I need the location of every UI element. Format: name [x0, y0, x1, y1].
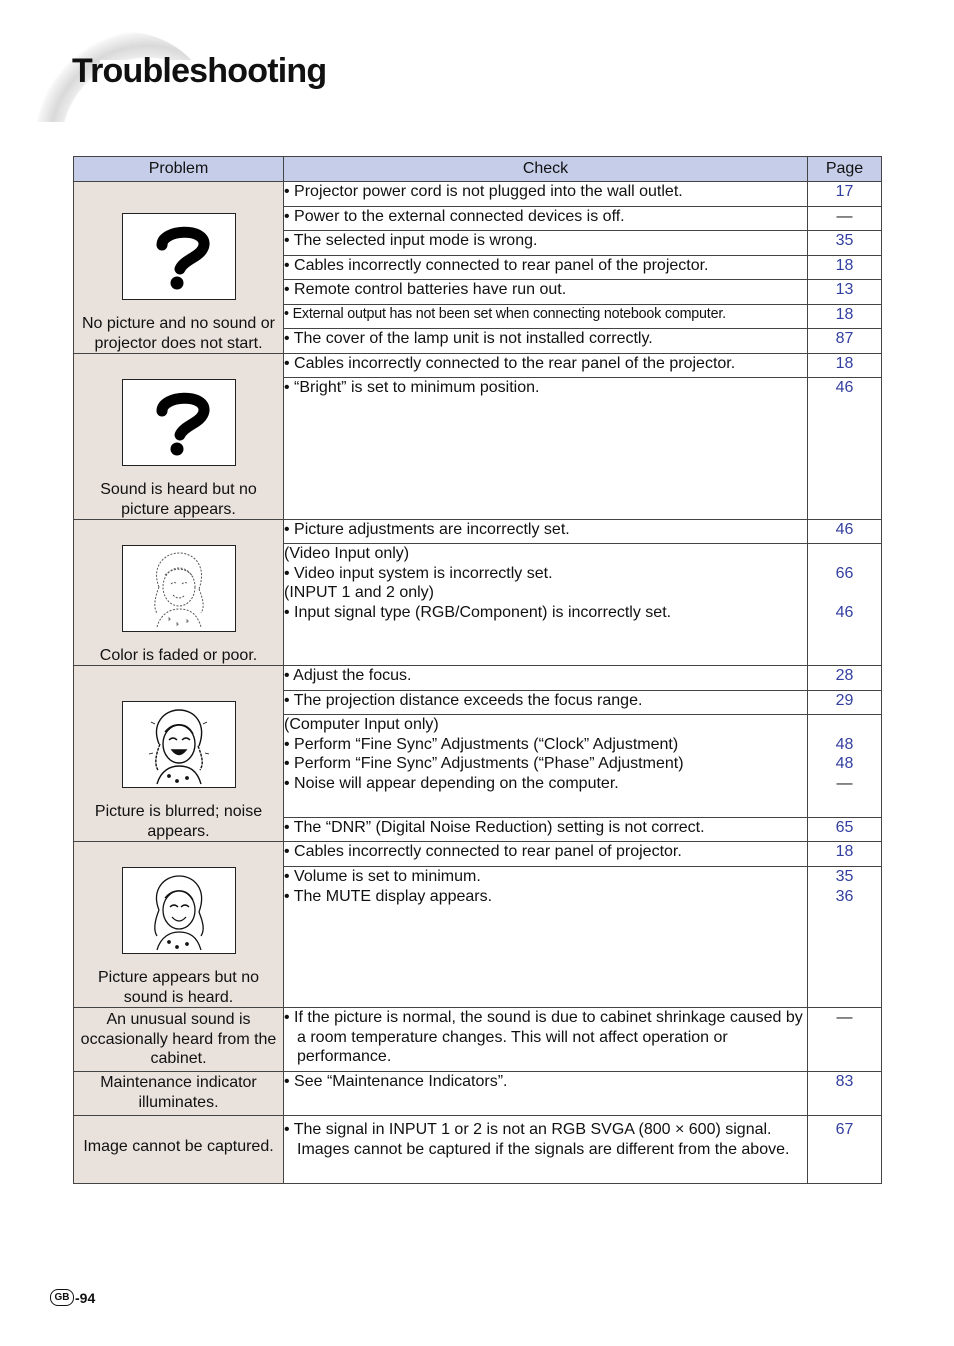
check-item: • The cover of the lamp unit is not installed correctly.: [284, 329, 808, 354]
check-item: • See “Maintenance Indicators”.: [284, 1072, 808, 1116]
page-ref: 18: [808, 842, 882, 867]
problem-label: Picture is blurred; noise appears.: [94, 803, 263, 840]
column-header-page: Page: [808, 157, 882, 182]
page-ref: 35: [808, 231, 882, 256]
page-ref: 28: [808, 666, 882, 691]
page-ref: 83: [808, 1072, 882, 1116]
region-badge-gb: GB: [50, 1289, 74, 1306]
check-item: • Cables incorrectly connected to the rear panel of the projector.: [284, 354, 808, 378]
check-item: • The signal in INPUT 1 or 2 is not an RGB SVGA (800 × 600) signal. Images cannot be captured if the signals are different from the above.: [284, 1116, 808, 1184]
blurred-girl-picture-icon: [122, 701, 236, 788]
column-header-check: Check: [284, 157, 808, 182]
problem-label: Picture appears but no sound is heard.: [98, 969, 259, 1006]
page-number: [50, 1289, 95, 1306]
page-ref: 18: [808, 354, 882, 378]
problem-cell: [74, 1116, 284, 1184]
problem-label: Sound is heard but no picture appears.: [100, 481, 257, 518]
page-number-text: -94: [75, 1289, 96, 1306]
check-item: • “Bright” is set to minimum position.: [284, 378, 808, 520]
check-item: • If the picture is normal, the sound is due to cabinet shrinkage caused by a room temperature changes. This will not affect operation or performance.: [284, 1008, 808, 1072]
table-row: [74, 1116, 882, 1184]
table-header-row: [74, 157, 882, 182]
page-ref: 67: [808, 1116, 882, 1184]
table-row: [74, 1008, 882, 1072]
troubleshooting-table: [73, 156, 882, 1184]
check-item: (Computer Input only) • Perform “Fine Sync” Adjustments (“Clock” Adjustment) • Perform “Fine Sync” Adjustments (“Phase” Adjustment) • Noise will appear depending on the computer.: [284, 715, 808, 818]
table-row: [74, 182, 882, 207]
page-ref: 46: [808, 520, 882, 544]
problem-label: An unusual sound is occasionally heard from the cabinet.: [80, 1011, 277, 1068]
check-item: • External output has not been set when connecting notebook computer.: [284, 305, 808, 329]
check-item: • Projector power cord is not plugged into the wall outlet.: [284, 182, 808, 207]
check-item: • Remote control batteries have run out.: [284, 280, 808, 305]
page-ref: —: [808, 207, 882, 231]
page-ref: 17: [808, 182, 882, 207]
problem-cell: [74, 182, 284, 354]
check-item: • Cables incorrectly connected to rear panel of the projector.: [284, 256, 808, 280]
problem-label: Maintenance indicator illuminates.: [100, 1074, 257, 1111]
page-ref: 48 48 —: [808, 715, 882, 818]
page-ref: 13: [808, 280, 882, 305]
page-ref: 18: [808, 256, 882, 280]
question-mark-icon: [122, 213, 236, 300]
column-header-problem: Problem: [74, 157, 284, 182]
clear-girl-picture-icon: [122, 867, 236, 954]
page-ref: 18: [808, 305, 882, 329]
table-row: [74, 842, 882, 867]
table-row: [74, 666, 882, 691]
page-ref: 35 36: [808, 867, 882, 1008]
check-item: • Cables incorrectly connected to rear panel of projector.: [284, 842, 808, 867]
table-row: [74, 520, 882, 544]
check-item: • Volume is set to minimum. • The MUTE display appears.: [284, 867, 808, 1008]
page-ref: 87: [808, 329, 882, 354]
page-ref: 65: [808, 818, 882, 842]
check-item: • The projection distance exceeds the focus range.: [284, 691, 808, 715]
page-ref: 29: [808, 691, 882, 715]
check-item: • Picture adjustments are incorrectly set.: [284, 520, 808, 544]
faded-girl-picture-icon: [122, 545, 236, 632]
problem-cell: [74, 842, 284, 1008]
table-row: [74, 354, 882, 378]
problem-label: Color is faded or poor.: [99, 646, 258, 664]
problem-cell: [74, 354, 284, 520]
check-item: • The selected input mode is wrong.: [284, 231, 808, 256]
problem-cell: [74, 1072, 284, 1116]
problem-label: Image cannot be captured.: [83, 1137, 274, 1155]
page-ref: 66 46: [808, 544, 882, 666]
check-item: • Power to the external connected devices is off.: [284, 207, 808, 231]
question-mark-icon: [122, 379, 236, 466]
page-title: Troubleshooting: [72, 52, 327, 90]
check-item: • The “DNR” (Digital Noise Reduction) setting is not correct.: [284, 818, 808, 842]
page-ref: —: [808, 1008, 882, 1072]
problem-cell: [74, 520, 284, 666]
problem-label: No picture and no sound or projector does not start.: [81, 315, 275, 352]
table-row: [74, 1072, 882, 1116]
page-ref: 46: [808, 378, 882, 520]
check-item: (Video Input only) • Video input system is incorrectly set. (INPUT 1 and 2 only) • Input signal type (RGB/Component) is incorrectly set.: [284, 544, 808, 666]
check-item: • Adjust the focus.: [284, 666, 808, 691]
problem-cell: [74, 666, 284, 842]
problem-cell: [74, 1008, 284, 1072]
